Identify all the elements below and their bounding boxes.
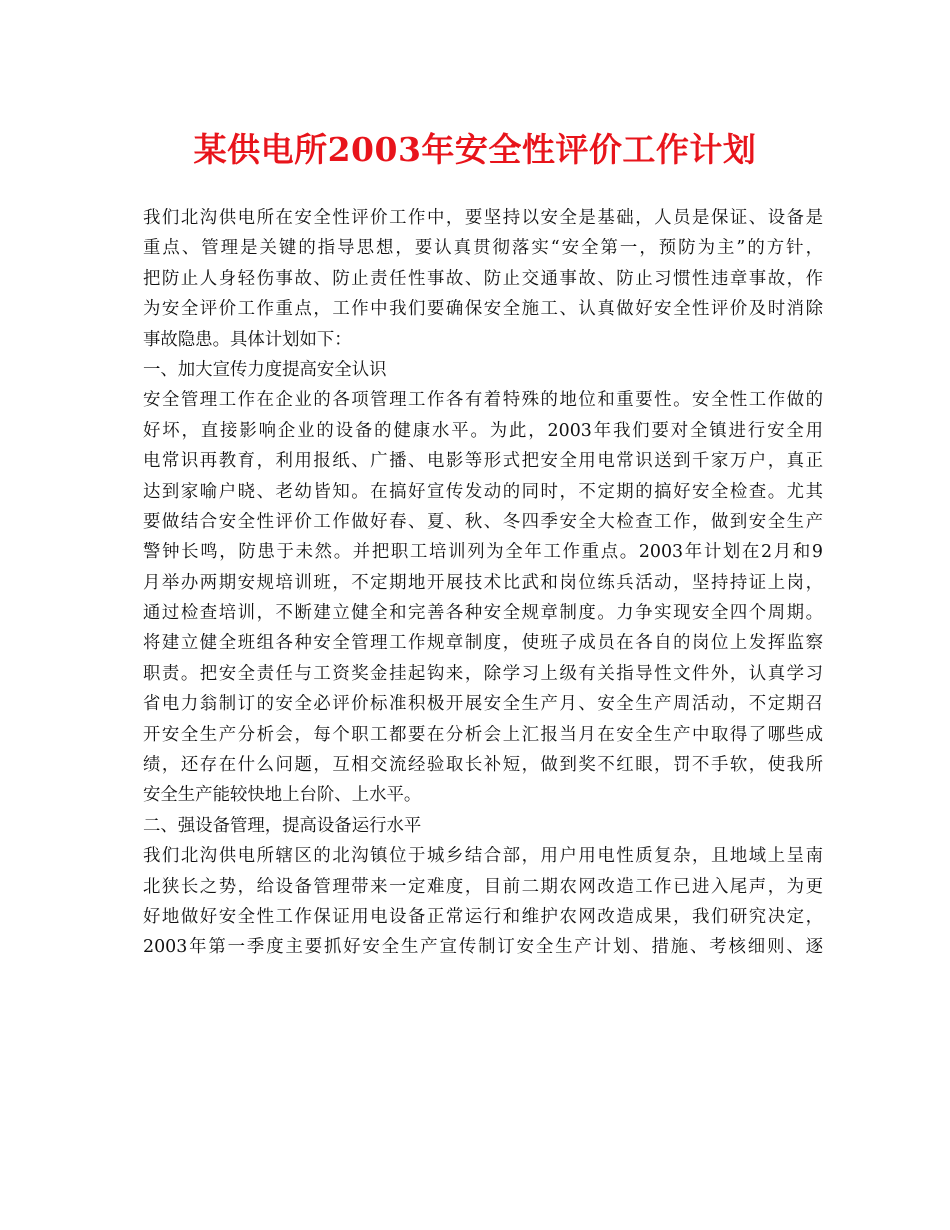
paragraph-line: 达到家喻户晓、老幼皆知。在搞好宣传发动的同时，不定期的搞好安全检查。尤其 (143, 481, 823, 502)
paragraph-line: 将建立健全班组各种安全管理工作规章制度，使班子成员在各自的岗位上发挥监察 (143, 633, 823, 654)
paragraph-line: 我们北沟供电所在安全性评价工作中，要坚持以安全是基础，人员是保证、设备是 (143, 208, 823, 228)
paragraph-line: 为安全评价工作重点，工作中我们要确保安全施工、认真做好安全性评价及时消除 (143, 299, 823, 320)
paragraph-line: 北狭长之势，给设备管理带来一定难度，目前二期农网改造工作已进入尾声，为更 (143, 876, 823, 897)
section-heading: 二、强设备管理，提高设备运行水平 (143, 815, 422, 836)
paragraph-line: 2003年第一季度主要抓好安全生产宣传制订安全生产计划、措施、考核细则、逐 (143, 937, 823, 958)
paragraph-line: 好地做好安全性工作保证用电设备正常运行和维护农网改造成果，我们研究决定， (143, 906, 823, 927)
paragraph-line: 我们北沟供电所辖区的北沟镇位于城乡结合部，用户用电性质复杂，且地域上呈南 (143, 846, 823, 867)
paragraph-line: 安全生产能较快地上台阶、上水平。 (143, 785, 422, 806)
paragraph-line: 警钟长鸣，防患于未然。并把职工培训列为全年工作重点。2003年计划在2月和9 (143, 542, 823, 563)
document-body (143, 203, 823, 963)
paragraph-line: 绩，还存在什么问题，互相交流经验取长补短，做到奖不红眼，罚不手软，使我所 (143, 755, 823, 776)
paragraph-line: 开安全生产分析会，每个职工都要在分析会上汇报当月在安全生产中取得了哪些成 (143, 724, 823, 745)
paragraph-line: 事故隐患。具体计划如下： (143, 329, 352, 350)
paragraph-line: 通过检查培训，不断建立健全和完善各种安全规章制度。力争实现安全四个周期。 (143, 603, 823, 624)
paragraph-line: 好坏，直接影响企业的设备的健康水平。为此，2003年我们要对全镇进行安全用 (143, 420, 823, 441)
paragraph-line: 职责。把安全责任与工资奖金挂起钩来，除学习上级有关指导性文件外，认真学习 (143, 663, 823, 684)
document-title: 某供电所2003年安全性评价工作计划 (193, 130, 757, 169)
paragraph-line: 电常识再教育，利用报纸、广播、电影等形式把安全用电常识送到千家万户，真正 (143, 451, 823, 472)
paragraph-line: 月举办两期安规培训班，不定期地开展技术比武和岗位练兵活动，坚持持证上岗， (143, 572, 823, 593)
paragraph-line: 省电力翁制订的安全必评价标准积极开展安全生产月、安全生产周活动，不定期召 (143, 694, 823, 715)
paragraph-line: 要做结合安全性评价工作做好春、夏、秋、冬四季安全大检查工作，做到安全生产 (143, 511, 823, 532)
paragraph-line: 把防止人身轻伤事故、防止责任性事故、防止交通事故、防止习惯性违章事故，作 (143, 268, 823, 289)
section-heading: 一、加大宣传力度提高安全认识 (143, 359, 387, 380)
paragraph-line: 重点、管理是关键的指导思想，要认真贯彻落实“安全第一，预防为主”的方针， (143, 238, 823, 259)
paragraph-line: 安全管理工作在企业的各项管理工作各有着特殊的地位和重要性。安全性工作做的 (143, 390, 823, 411)
